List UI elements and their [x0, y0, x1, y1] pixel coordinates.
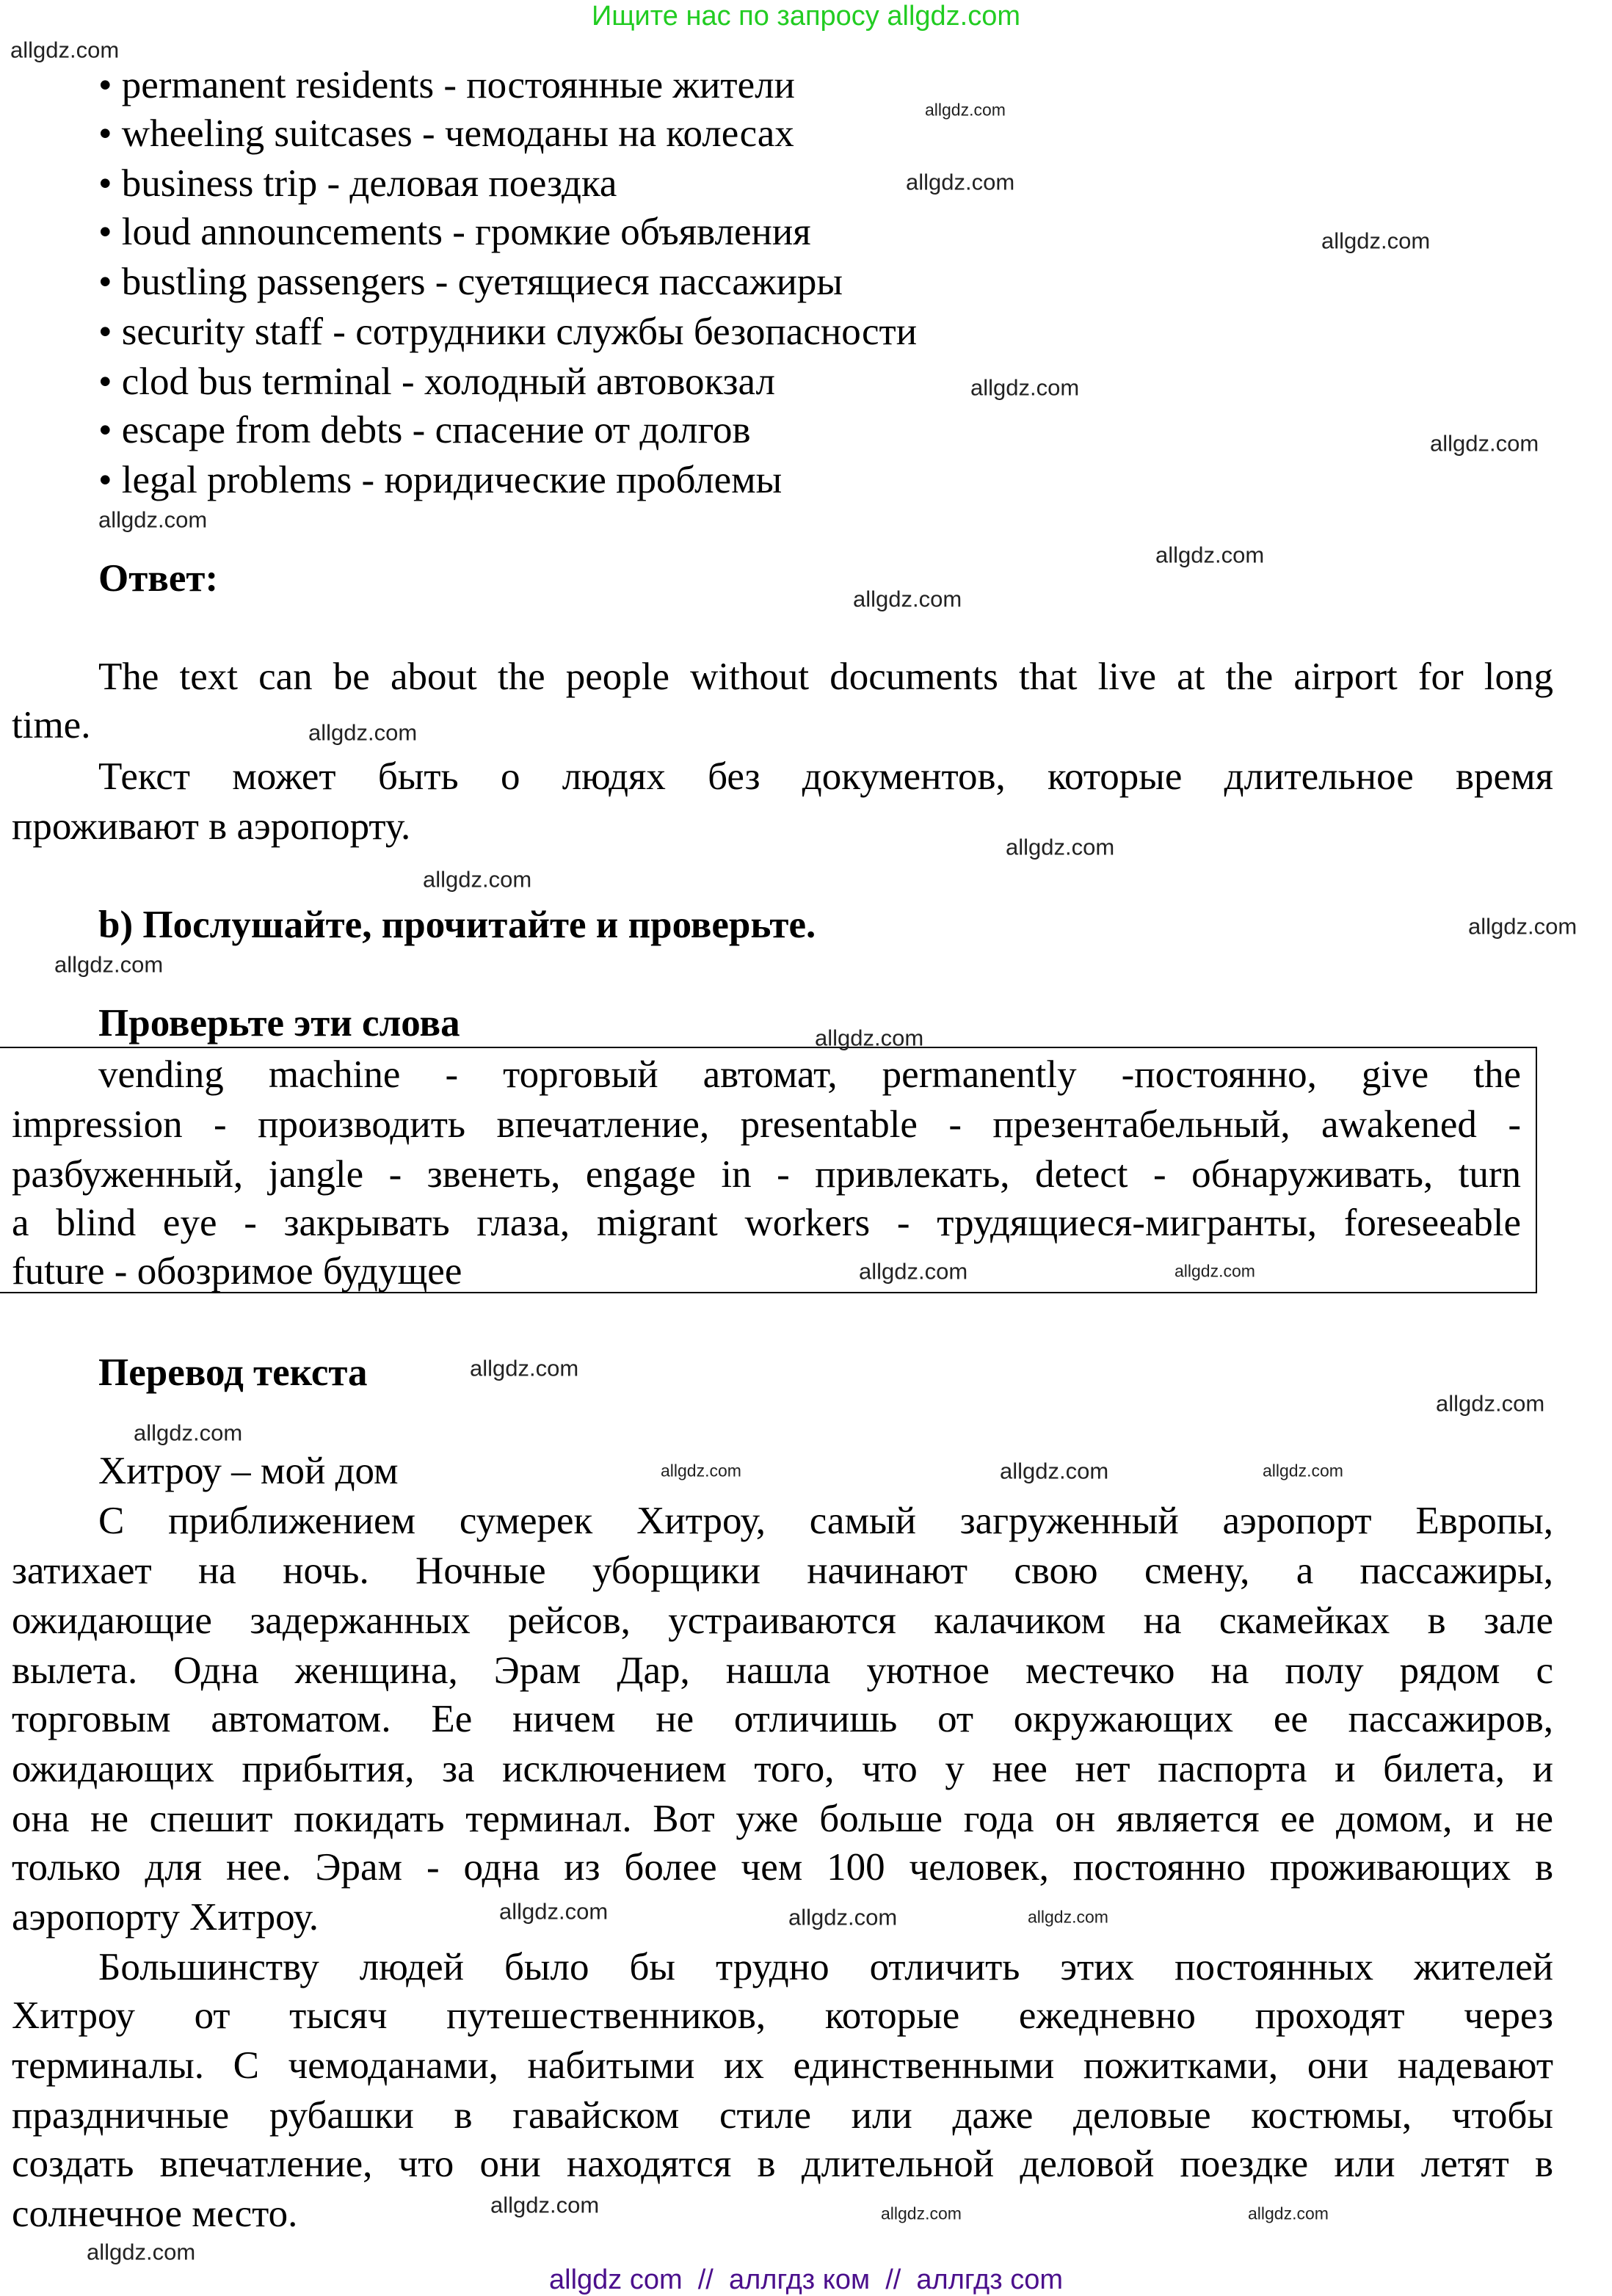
answer-heading: Ответ:: [98, 557, 219, 600]
watermark: allgdz.com: [54, 951, 164, 978]
translation-title: Хитроу – мой дом: [98, 1450, 399, 1492]
paragraph-line: солнечное место.: [12, 2193, 298, 2235]
watermark: allgdz.com: [98, 506, 208, 533]
watermark: allgdz.com: [87, 2239, 196, 2265]
watermark: allgdz.com: [490, 2192, 600, 2218]
paragraph-line: Большинству людей было бы трудно отличить этих постоянных жителей: [98, 1946, 1553, 1988]
watermark: allgdz.com: [423, 866, 532, 893]
paragraph-line: ожидающие задержанных рейсов, устраиваются калачиком на скамейках в зале: [12, 1599, 1553, 1642]
paragraph-line: С приближением сумерек Хитроу, самый загруженный аэропорт Европы,: [98, 1500, 1553, 1542]
watermark: allgdz.com: [881, 2204, 962, 2223]
paragraph-line: Хитроу от тысяч путешественников, которые ежедневно проходят через: [12, 1994, 1553, 2037]
vocab-item: • security staff - сотрудники службы безопасности: [98, 310, 918, 353]
watermark: allgdz.com: [1263, 1461, 1343, 1481]
paragraph-line: праздничные рубашки в гавайском стиле или даже деловые костюмы, чтобы: [12, 2094, 1553, 2137]
watermark: allgdz.com: [1248, 2204, 1329, 2223]
paragraph-line: вылета. Одна женщина, Эрам Дар, нашла уютное местечко на полу рядом с: [12, 1649, 1553, 1692]
check-words-line: vending machine - торговый автомат, permanently -постоянно, give the: [98, 1053, 1521, 1096]
paragraph-line: терминалы. С чемоданами, набитыми их единственными пожитками, они надевают: [12, 2044, 1553, 2087]
paragraph-line: только для нее. Эрам - одна из более чем 100 человек, постоянно проживающих в: [12, 1846, 1553, 1889]
watermark: allgdz.com: [906, 169, 1015, 195]
answer-text: Текст может быть о людях без документов, которые длительное время: [98, 755, 1553, 798]
vocab-item: • legal problems - юридические проблемы: [98, 459, 783, 501]
watermark: allgdz.com: [853, 586, 962, 612]
watermark: allgdz.com: [499, 1898, 609, 1925]
site-banner[interactable]: Ищите нас по запросу allgdz.com: [591, 1, 1020, 32]
vocab-item: • bustling passengers - суетящиеся пассажиры: [98, 261, 843, 303]
watermark: allgdz.com: [1000, 1458, 1109, 1484]
watermark: allgdz.com: [1430, 430, 1539, 457]
check-words-line: impression - производить впечатление, presentable - презентабельный, awakened -: [12, 1103, 1521, 1146]
watermark: allgdz.com: [1174, 1261, 1255, 1281]
watermark: allgdz.com: [925, 100, 1006, 120]
watermark: allgdz.com: [308, 719, 418, 746]
check-words-line: a blind eye - закрывать глаза, migrant workers - трудящиеся-мигранты, foreseeable: [12, 1202, 1521, 1244]
vocab-item: • loud announcements - громкие объявления: [98, 211, 811, 253]
check-heading: Проверьте эти слова: [98, 1002, 460, 1045]
vocab-item: • clod bus terminal - холодный автовокзал: [98, 360, 775, 403]
check-words-line: future - обозримое будущее: [12, 1250, 462, 1293]
watermark: allgdz.com: [1436, 1390, 1545, 1417]
watermark: allgdz.com: [970, 374, 1080, 401]
watermark: allgdz.com: [1028, 1907, 1108, 1927]
watermark: allgdz.com: [1321, 228, 1431, 254]
task-heading: b) Послушайте, прочитайте и проверьте.: [98, 904, 816, 946]
paragraph-line: ожидающих прибытия, за исключением того, что у нее нет паспорта и билета, и: [12, 1748, 1553, 1790]
watermark: allgdz.com: [470, 1355, 579, 1381]
watermark: allgdz.com: [1006, 834, 1115, 860]
answer-text: проживают в аэропорту.: [12, 805, 411, 848]
paragraph-line: она не спешит покидать терминал. Вот уже больше года он является ее домом, и не: [12, 1798, 1553, 1840]
vocab-item: • business trip - деловая поездка: [98, 162, 617, 205]
watermark: allgdz.com: [1468, 913, 1577, 940]
watermark: allgdz.com: [788, 1904, 898, 1930]
vocab-item: • wheeling suitcases - чемоданы на колесах: [98, 112, 794, 155]
watermark: allgdz.com: [10, 37, 120, 63]
watermark: allgdz.com: [661, 1461, 741, 1481]
check-words-line: разбуженный, jangle - звенеть, engage in - привлекать, detect - обнаруживать, turn: [12, 1153, 1521, 1196]
paragraph-line: аэропорту Хитроу.: [12, 1896, 319, 1939]
watermark: allgdz.com: [859, 1258, 968, 1285]
paragraph-line: затихает на ночь. Ночные уборщики начинают свою смену, а пассажиры,: [12, 1550, 1553, 1592]
vocab-item: • escape from debts - спасение от долгов: [98, 409, 751, 451]
answer-text: time.: [12, 704, 91, 746]
watermark: allgdz.com: [134, 1420, 243, 1446]
vocab-item: • permanent residents - постоянные жители: [98, 64, 795, 106]
paragraph-line: создать впечатление, что они находятся в длительной деловой поездке или летят в: [12, 2143, 1553, 2185]
translation-heading: Перевод текста: [98, 1351, 368, 1394]
paragraph-line: торговым автоматом. Ее ничем не отличишь от окружающих ее пассажиров,: [12, 1698, 1553, 1740]
answer-text: The text can be about the people without documents that live at the airport for long: [98, 655, 1553, 698]
watermark: allgdz.com: [1155, 542, 1265, 568]
footer-links[interactable]: allgdz com // аллгдз ком // аллгдз com: [549, 2264, 1063, 2295]
watermark: allgdz.com: [815, 1025, 924, 1051]
